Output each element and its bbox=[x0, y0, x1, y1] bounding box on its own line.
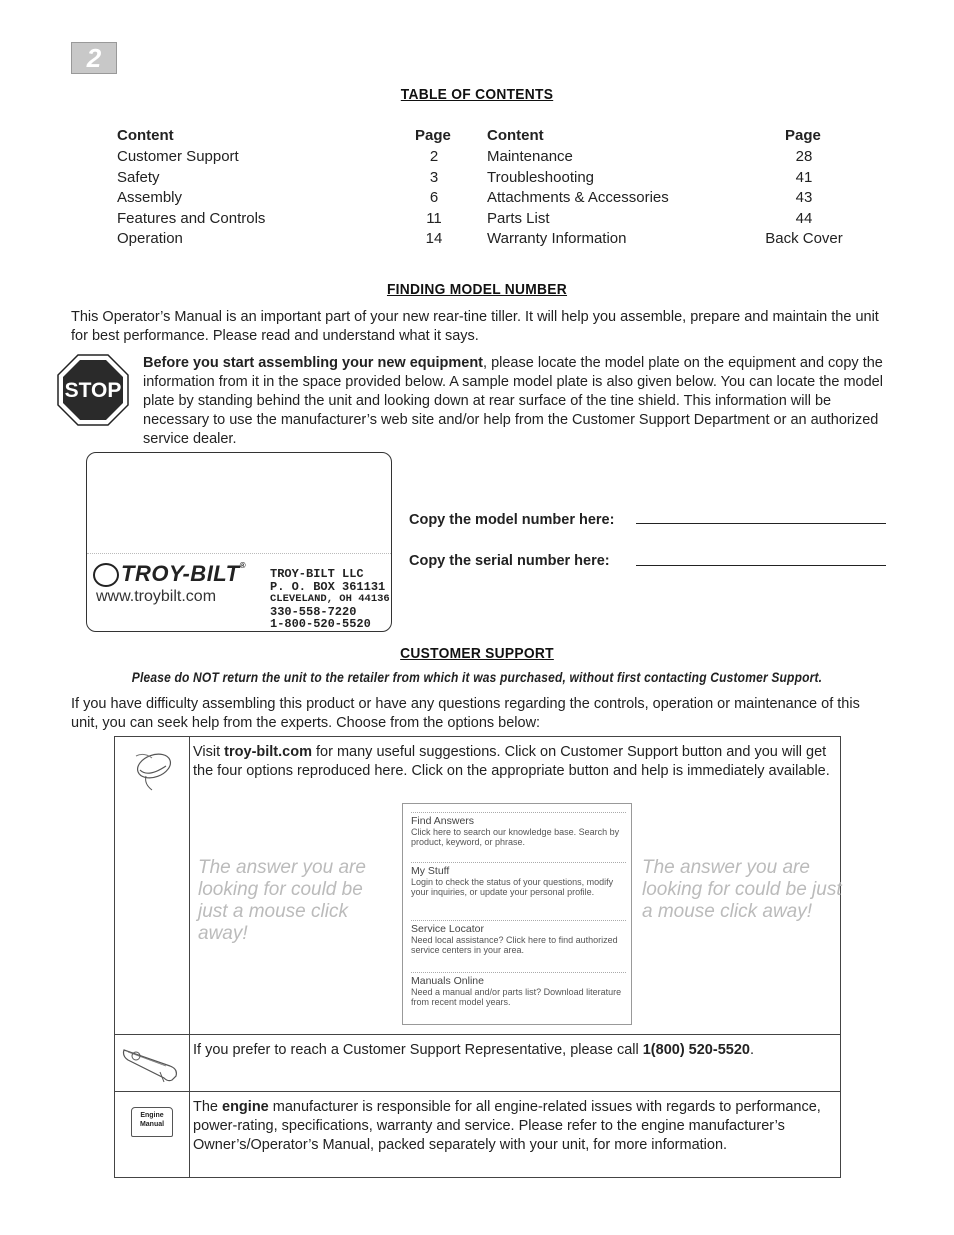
web-option-title[interactable]: Find Answers bbox=[411, 815, 475, 827]
web-option-title[interactable]: My Stuff bbox=[411, 865, 450, 877]
toc-header-row bbox=[487, 126, 857, 147]
toc-page-header: Page bbox=[415, 127, 451, 144]
support-engine-cell bbox=[190, 1092, 841, 1178]
toc-entry[interactable] bbox=[117, 147, 457, 168]
toc-entry-page: 28 bbox=[795, 148, 813, 165]
support-intro: If you have difficulty assembling this product or have any questions regarding the controls, operation or maintenance of this unit, you can seek help from the experts. Choose from the options below: bbox=[71, 696, 860, 731]
plate-phone-2: 1-800-520-5520 bbox=[270, 617, 371, 631]
support-web-text-post: for many useful suggestions. Click on Customer Support button and you will get the four options reproduced here. Click on the appropriate button and help is immediately available. bbox=[193, 744, 830, 779]
toc-entry-label[interactable]: Customer Support bbox=[117, 148, 239, 165]
slogan-left: The answer you are looking for could be just a mouse click away! bbox=[198, 857, 366, 944]
toc-entry-label[interactable]: Features and Controls bbox=[117, 209, 266, 227]
toc-entry-label[interactable]: Attachments & Accessories bbox=[487, 189, 669, 206]
support-engine-text-post: manufacturer is responsible for all engine-related issues with regards to performance, power-rating, specifications, warranty and service. Please refer to the engine manufacturer’s Owner’s/Operator’s Manual, packed separately with your unit, for more information. bbox=[193, 1099, 821, 1153]
web-option-desc: Need a manual and/or parts list? Download literature from recent model years. bbox=[411, 987, 622, 1007]
support-icon-cell bbox=[115, 737, 190, 1035]
support-web-text bbox=[193, 743, 837, 781]
support-web-text-pre: Visit bbox=[193, 744, 225, 760]
model-plate-note bbox=[143, 354, 885, 449]
toc-entry[interactable] bbox=[117, 188, 457, 209]
toc-entry[interactable] bbox=[117, 168, 457, 189]
plate-phone-1: 330-558-7220 bbox=[270, 604, 357, 619]
toc-entry-label[interactable]: Warranty Information bbox=[487, 230, 627, 247]
engine-manual-icon-line2: Manual bbox=[139, 1121, 165, 1128]
toc-entry-label[interactable]: Maintenance bbox=[487, 148, 573, 165]
support-icon-cell bbox=[115, 1092, 190, 1178]
toc-entry-page: 11 bbox=[426, 209, 442, 227]
toc-entry[interactable] bbox=[117, 209, 457, 230]
support-phone-cell bbox=[190, 1035, 841, 1092]
model-section-title: FINDING MODEL NUMBER bbox=[386, 281, 568, 298]
toc-entry[interactable] bbox=[487, 147, 857, 168]
toc-right-column bbox=[487, 126, 857, 250]
support-icon-cell bbox=[115, 1035, 190, 1092]
copy-serial-label: Copy the serial number here: bbox=[409, 553, 610, 569]
support-row-phone bbox=[115, 1035, 841, 1092]
toc-entry[interactable] bbox=[117, 229, 457, 250]
support-options-table bbox=[114, 736, 841, 1178]
model-intro: This Operator’s Manual is an important part of your new rear-tine tiller. It will help you assemble, prepare and maintain the unit for best performance. Please read and understand what it says. bbox=[71, 309, 879, 344]
web-option-manuals-online[interactable] bbox=[411, 972, 626, 1007]
web-option-desc: Login to check the status of your questions, modify your inquiries, or update your personal profile. bbox=[411, 877, 614, 897]
toc-entry[interactable] bbox=[487, 229, 857, 250]
telephone-icon bbox=[120, 1042, 184, 1084]
stop-sign-icon bbox=[57, 354, 129, 426]
toc-entry-page: 43 bbox=[795, 189, 813, 206]
plate-address bbox=[270, 568, 390, 631]
troy-bilt-link[interactable]: troy-bilt.com bbox=[224, 744, 312, 760]
toc-entry[interactable] bbox=[487, 188, 857, 209]
logo-emblem-icon bbox=[93, 563, 119, 587]
model-number-line[interactable] bbox=[636, 523, 886, 524]
web-option-desc: Need local assistance? Click here to find authorized service centers in your area. bbox=[411, 935, 618, 955]
toc-title: TABLE OF CONTENTS bbox=[400, 86, 554, 103]
toc-entry-page: 2 bbox=[429, 148, 439, 165]
website-screenshot bbox=[402, 803, 632, 1025]
toc-entry-label[interactable]: Operation bbox=[117, 230, 183, 247]
web-option-find-answers[interactable] bbox=[411, 812, 626, 847]
engine-manual-icon-line1: Engine bbox=[140, 1112, 164, 1119]
toc-entry-page: 6 bbox=[429, 189, 439, 206]
toc-entry-page: 41 bbox=[795, 168, 813, 186]
serial-number-line[interactable] bbox=[636, 565, 886, 566]
support-row-engine bbox=[115, 1092, 841, 1178]
troy-bilt-logo: TROY-BILT® bbox=[93, 561, 246, 587]
page-number-badge: 2 bbox=[71, 42, 117, 74]
support-section-title: CUSTOMER SUPPORT bbox=[400, 645, 554, 662]
plate-po-box: P. O. BOX 361131 bbox=[270, 579, 386, 594]
support-web-cell bbox=[190, 737, 841, 1035]
toc-entry-label[interactable]: Assembly bbox=[117, 189, 183, 206]
toc-content-header: Content bbox=[117, 127, 174, 144]
logo-text: TROY-BILT bbox=[121, 561, 240, 586]
toc-entry[interactable] bbox=[487, 168, 857, 189]
toc-entry-page: 3 bbox=[429, 168, 439, 186]
model-plate-note-text: , please locate the model plate on the equipment and copy the information from it in the space provided below. A sample model plate is also given below. You can locate the model plate by standing behind the unit and looking down at rear surface of the tine shield. This information will be necessary to use the manufacturer’s web site and/or help from the Customer Support Department or an authorized service dealer. bbox=[143, 355, 883, 447]
plate-company: TROY-BILT LLC bbox=[270, 567, 364, 581]
toc-entry-label[interactable]: Safety bbox=[117, 168, 160, 186]
plate-city: CLEVELAND, OH 44136 bbox=[270, 593, 390, 605]
toc-page-header: Page bbox=[785, 127, 821, 144]
model-plate-blank-area bbox=[87, 453, 391, 554]
support-engine-text-pre: The bbox=[193, 1099, 223, 1115]
slogan-right: The answer you are looking for could be just a mouse click away! bbox=[642, 857, 842, 922]
copy-model-label: Copy the model number here: bbox=[409, 512, 615, 528]
support-phone-text-end: . bbox=[749, 1042, 754, 1058]
web-option-title[interactable]: Manuals Online bbox=[411, 975, 484, 987]
toc-entry-page: Back Cover bbox=[765, 230, 843, 247]
toc-entry-page: 14 bbox=[425, 230, 443, 247]
web-option-title[interactable]: Service Locator bbox=[411, 923, 484, 935]
model-plate-note-bold: Before you start assembling your new equipment bbox=[143, 355, 484, 371]
support-row-web bbox=[115, 737, 841, 1035]
engine-manual-book-icon bbox=[131, 1107, 173, 1137]
web-option-service-locator[interactable] bbox=[411, 920, 626, 955]
stop-sign-label: STOP bbox=[64, 379, 122, 402]
toc-left-column bbox=[117, 126, 457, 250]
web-option-desc: Click here to search our knowledge base. Search by product, keyword, or phrase. bbox=[411, 827, 620, 847]
plate-website: www.troybilt.com bbox=[96, 588, 217, 605]
computer-mouse-icon bbox=[130, 746, 174, 792]
toc-header-row bbox=[117, 126, 457, 147]
toc-content-header: Content bbox=[487, 127, 544, 144]
toc-entry[interactable] bbox=[487, 209, 857, 230]
web-option-my-stuff[interactable] bbox=[411, 862, 626, 897]
support-engine-bold: engine bbox=[222, 1099, 269, 1115]
support-warning: Please do NOT return the unit to the retailer from which it was purchased, without first contacting Customer Support. bbox=[131, 669, 823, 685]
toc-entry-label[interactable]: Parts List bbox=[487, 209, 550, 227]
support-phone-text: If you prefer to reach a Customer Support Representative, please call bbox=[193, 1042, 643, 1058]
toc-entry-page: 44 bbox=[795, 209, 813, 227]
support-phone-number[interactable]: 1(800) 520-5520 bbox=[642, 1042, 750, 1058]
toc-entry-label[interactable]: Troubleshooting bbox=[487, 168, 595, 186]
